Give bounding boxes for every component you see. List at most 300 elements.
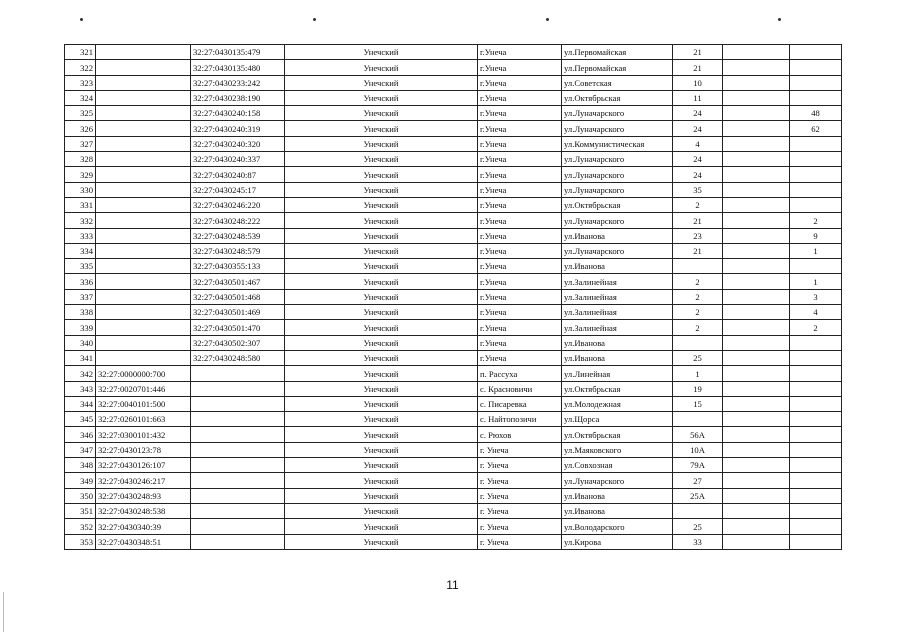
cadastral-number-alt-cell (191, 396, 285, 411)
row-number-cell: 352 (65, 519, 96, 534)
empty-cell (723, 320, 790, 335)
empty-cell (723, 473, 790, 488)
empty-cell (723, 228, 790, 243)
settlement-cell: п. Рассуха (478, 366, 562, 381)
street-cell: ул.Иванова (562, 228, 673, 243)
municipality-cell: Унечский (285, 60, 478, 75)
settlement-cell: г.Унеча (478, 90, 562, 105)
street-cell: ул.Иванова (562, 335, 673, 350)
empty-cell (723, 350, 790, 365)
settlement-cell: г.Унеча (478, 60, 562, 75)
cadastral-number-cell (96, 243, 191, 258)
apartment-number-cell: 4 (790, 305, 842, 320)
scan-edge (3, 592, 4, 632)
apartment-number-cell (790, 335, 842, 350)
settlement-cell: г.Унеча (478, 213, 562, 228)
apartment-number-cell (790, 152, 842, 167)
apartment-number-cell (790, 396, 842, 411)
table-row (65, 60, 842, 75)
empty-cell (723, 243, 790, 258)
street-cell: ул.Иванова (562, 503, 673, 518)
row-number-cell: 338 (65, 305, 96, 320)
street-cell: ул.Луначарского (562, 473, 673, 488)
cadastral-number-cell: 32:27:0430340:39 (96, 519, 191, 534)
street-cell: ул.Луначарского (562, 213, 673, 228)
empty-cell (723, 259, 790, 274)
row-number-cell: 321 (65, 45, 96, 60)
cadastral-number-alt-cell (191, 488, 285, 503)
cadastral-number-cell (96, 213, 191, 228)
cadastral-number-alt-cell: 32:27:0430240:158 (191, 106, 285, 121)
empty-cell (723, 75, 790, 90)
table-row (65, 106, 842, 121)
apartment-number-cell (790, 534, 842, 549)
settlement-cell: г. Унеча (478, 534, 562, 549)
settlement-cell: с. Рюхов (478, 427, 562, 442)
street-cell: ул.Залинейная (562, 320, 673, 335)
empty-cell (723, 106, 790, 121)
scan-mark (80, 18, 83, 21)
cadastral-number-alt-cell: 32:27:0430240:319 (191, 121, 285, 136)
table-row (65, 228, 842, 243)
table-row (65, 305, 842, 320)
row-number-cell: 343 (65, 381, 96, 396)
table-row (65, 274, 842, 289)
row-number-cell: 345 (65, 412, 96, 427)
cadastral-number-cell (96, 75, 191, 90)
apartment-number-cell (790, 45, 842, 60)
apartment-number-cell (790, 350, 842, 365)
cadastral-number-cell: 32:27:0000000:700 (96, 366, 191, 381)
cadastral-number-alt-cell: 32:27:0430248:222 (191, 213, 285, 228)
settlement-cell: г.Унеча (478, 305, 562, 320)
cadastral-number-cell (96, 152, 191, 167)
settlement-cell: г. Унеча (478, 458, 562, 473)
apartment-number-cell: 2 (790, 320, 842, 335)
cadastral-number-cell (96, 335, 191, 350)
table-row (65, 182, 842, 197)
apartment-number-cell (790, 90, 842, 105)
street-cell: ул.Луначарского (562, 243, 673, 258)
apartment-number-cell: 1 (790, 274, 842, 289)
apartment-number-cell: 48 (790, 106, 842, 121)
row-number-cell: 335 (65, 259, 96, 274)
cadastral-number-cell (96, 106, 191, 121)
cadastral-number-alt-cell (191, 458, 285, 473)
street-cell: ул.Линейная (562, 366, 673, 381)
municipality-cell: Унечский (285, 274, 478, 289)
cadastral-number-alt-cell (191, 381, 285, 396)
cadastral-number-alt-cell (191, 427, 285, 442)
row-number-cell: 349 (65, 473, 96, 488)
street-cell: ул.Залинейная (562, 305, 673, 320)
house-number-cell: 1 (673, 366, 723, 381)
table-row (65, 458, 842, 473)
empty-cell (723, 289, 790, 304)
apartment-number-cell (790, 197, 842, 212)
apartment-number-cell: 9 (790, 228, 842, 243)
table-row (65, 259, 842, 274)
row-number-cell: 332 (65, 213, 96, 228)
apartment-number-cell (790, 182, 842, 197)
cadastral-number-alt-cell: 32:27:0430238:190 (191, 90, 285, 105)
municipality-cell: Унечский (285, 90, 478, 105)
empty-cell (723, 167, 790, 182)
cadastral-number-alt-cell: 32:27:0430501:467 (191, 274, 285, 289)
house-number-cell: 15 (673, 396, 723, 411)
cadastral-number-cell: 32:27:0260101:663 (96, 412, 191, 427)
house-number-cell: 25 (673, 350, 723, 365)
municipality-cell: Унечский (285, 534, 478, 549)
cadastral-number-alt-cell (191, 519, 285, 534)
empty-cell (723, 381, 790, 396)
house-number-cell: 24 (673, 167, 723, 182)
house-number-cell: 2 (673, 320, 723, 335)
empty-cell (723, 534, 790, 549)
cadastral-number-alt-cell: 32:27:0430248:580 (191, 350, 285, 365)
row-number-cell: 350 (65, 488, 96, 503)
cadastral-number-cell (96, 228, 191, 243)
table-row (65, 427, 842, 442)
cadastral-number-cell (96, 136, 191, 151)
cadastral-number-alt-cell: 32:27:0430240:87 (191, 167, 285, 182)
table-row (65, 213, 842, 228)
page-number: 11 (446, 578, 459, 592)
cadastral-number-alt-cell (191, 366, 285, 381)
cadastral-number-cell: 32:27:0430123:78 (96, 442, 191, 457)
house-number-cell: 21 (673, 243, 723, 258)
settlement-cell: г.Унеча (478, 182, 562, 197)
empty-cell (723, 412, 790, 427)
house-number-cell (673, 335, 723, 350)
street-cell: ул.Луначарского (562, 121, 673, 136)
apartment-number-cell: 3 (790, 289, 842, 304)
row-number-cell: 344 (65, 396, 96, 411)
apartment-number-cell (790, 519, 842, 534)
apartment-number-cell: 62 (790, 121, 842, 136)
street-cell: ул.Советская (562, 75, 673, 90)
house-number-cell: 27 (673, 473, 723, 488)
cadastral-number-alt-cell (191, 534, 285, 549)
row-number-cell: 351 (65, 503, 96, 518)
table-row (65, 381, 842, 396)
settlement-cell: г.Унеча (478, 167, 562, 182)
cadastral-number-alt-cell (191, 412, 285, 427)
cadastral-number-alt-cell: 32:27:0430135:479 (191, 45, 285, 60)
row-number-cell: 329 (65, 167, 96, 182)
empty-cell (723, 121, 790, 136)
municipality-cell: Унечский (285, 182, 478, 197)
table-row (65, 335, 842, 350)
house-number-cell: 79А (673, 458, 723, 473)
row-number-cell: 337 (65, 289, 96, 304)
settlement-cell: г.Унеча (478, 136, 562, 151)
cadastral-number-alt-cell (191, 442, 285, 457)
row-number-cell: 331 (65, 197, 96, 212)
house-number-cell: 21 (673, 213, 723, 228)
house-number-cell: 21 (673, 60, 723, 75)
cadastral-number-alt-cell: 32:27:0430248:579 (191, 243, 285, 258)
municipality-cell: Унечский (285, 396, 478, 411)
cadastral-number-cell (96, 289, 191, 304)
cadastral-number-cell (96, 259, 191, 274)
empty-cell (723, 458, 790, 473)
empty-cell (723, 396, 790, 411)
settlement-cell: г. Унеча (478, 473, 562, 488)
apartment-number-cell (790, 488, 842, 503)
municipality-cell: Унечский (285, 213, 478, 228)
municipality-cell: Унечский (285, 121, 478, 136)
row-number-cell: 339 (65, 320, 96, 335)
settlement-cell: г.Унеча (478, 274, 562, 289)
municipality-cell: Унечский (285, 320, 478, 335)
cadastral-number-cell (96, 121, 191, 136)
settlement-cell: г. Унеча (478, 488, 562, 503)
street-cell: ул.Маяковского (562, 442, 673, 457)
municipality-cell: Унечский (285, 519, 478, 534)
apartment-number-cell: 2 (790, 213, 842, 228)
municipality-cell: Унечский (285, 381, 478, 396)
settlement-cell: г.Унеча (478, 289, 562, 304)
empty-cell (723, 442, 790, 457)
house-number-cell: 2 (673, 197, 723, 212)
street-cell: ул.Кирова (562, 534, 673, 549)
row-number-cell: 325 (65, 106, 96, 121)
settlement-cell: г.Унеча (478, 259, 562, 274)
municipality-cell: Унечский (285, 228, 478, 243)
cadastral-number-alt-cell: 32:27:0430501:468 (191, 289, 285, 304)
street-cell: ул.Совхозная (562, 458, 673, 473)
apartment-number-cell (790, 167, 842, 182)
apartment-number-cell (790, 427, 842, 442)
row-number-cell: 342 (65, 366, 96, 381)
cadastral-number-alt-cell: 32:27:0430501:469 (191, 305, 285, 320)
cadastral-number-cell: 32:27:0430248:538 (96, 503, 191, 518)
house-number-cell (673, 259, 723, 274)
empty-cell (723, 90, 790, 105)
house-number-cell: 33 (673, 534, 723, 549)
empty-cell (723, 519, 790, 534)
settlement-cell: г.Унеча (478, 45, 562, 60)
row-number-cell: 347 (65, 442, 96, 457)
row-number-cell: 330 (65, 182, 96, 197)
row-number-cell: 346 (65, 427, 96, 442)
empty-cell (723, 274, 790, 289)
street-cell: ул.Коммунистическая (562, 136, 673, 151)
cadastral-number-cell (96, 60, 191, 75)
house-number-cell: 10 (673, 75, 723, 90)
empty-cell (723, 45, 790, 60)
apartment-number-cell (790, 473, 842, 488)
cadastral-number-cell (96, 350, 191, 365)
house-number-cell: 24 (673, 152, 723, 167)
cadastral-number-cell (96, 167, 191, 182)
empty-cell (723, 182, 790, 197)
municipality-cell: Унечский (285, 366, 478, 381)
house-number-cell: 23 (673, 228, 723, 243)
municipality-cell: Унечский (285, 488, 478, 503)
municipality-cell: Унечский (285, 412, 478, 427)
row-number-cell: 336 (65, 274, 96, 289)
street-cell: ул.Первомайская (562, 60, 673, 75)
table-row (65, 121, 842, 136)
settlement-cell: г.Унеча (478, 243, 562, 258)
settlement-cell: г.Унеча (478, 197, 562, 212)
street-cell: ул.Залинейная (562, 289, 673, 304)
row-number-cell: 340 (65, 335, 96, 350)
row-number-cell: 328 (65, 152, 96, 167)
cadastral-number-cell (96, 45, 191, 60)
cadastral-number-cell: 32:27:0430126:107 (96, 458, 191, 473)
cadastral-number-cell (96, 274, 191, 289)
house-number-cell: 21 (673, 45, 723, 60)
row-number-cell: 326 (65, 121, 96, 136)
street-cell: ул.Луначарского (562, 106, 673, 121)
municipality-cell: Унечский (285, 442, 478, 457)
house-number-cell: 2 (673, 274, 723, 289)
cadastral-number-cell (96, 320, 191, 335)
house-number-cell: 35 (673, 182, 723, 197)
row-number-cell: 341 (65, 350, 96, 365)
apartment-number-cell (790, 259, 842, 274)
empty-cell (723, 335, 790, 350)
cadastral-number-cell (96, 182, 191, 197)
row-number-cell: 327 (65, 136, 96, 151)
street-cell: ул.Иванова (562, 350, 673, 365)
cadastral-number-alt-cell: 32:27:0430240:337 (191, 152, 285, 167)
house-number-cell: 2 (673, 305, 723, 320)
cadastral-number-cell (96, 90, 191, 105)
empty-cell (723, 197, 790, 212)
table-row (65, 473, 842, 488)
empty-cell (723, 503, 790, 518)
cadastral-number-alt-cell (191, 473, 285, 488)
settlement-cell: г.Унеча (478, 335, 562, 350)
settlement-cell: г. Унеча (478, 442, 562, 457)
house-number-cell: 10А (673, 442, 723, 457)
apartment-number-cell (790, 458, 842, 473)
empty-cell (723, 488, 790, 503)
cadastral-number-alt-cell: 32:27:0430246:220 (191, 197, 285, 212)
apartment-number-cell (790, 381, 842, 396)
municipality-cell: Унечский (285, 289, 478, 304)
municipality-cell: Унечский (285, 167, 478, 182)
street-cell: ул.Октябрьская (562, 90, 673, 105)
street-cell: ул.Луначарского (562, 182, 673, 197)
table-row (65, 136, 842, 151)
table-row (65, 503, 842, 518)
table-body (65, 45, 842, 550)
cadastral-number-cell: 32:27:0430248:93 (96, 488, 191, 503)
municipality-cell: Унечский (285, 458, 478, 473)
cadastral-number-alt-cell: 32:27:0430248:539 (191, 228, 285, 243)
table-row (65, 396, 842, 411)
row-number-cell: 323 (65, 75, 96, 90)
cadastral-number-alt-cell (191, 503, 285, 518)
house-number-cell: 25 (673, 519, 723, 534)
table-row (65, 289, 842, 304)
settlement-cell: с. Красновичи (478, 381, 562, 396)
municipality-cell: Унечский (285, 197, 478, 212)
street-cell: ул.Луначарского (562, 167, 673, 182)
settlement-cell: г.Унеча (478, 152, 562, 167)
cadastral-number-cell (96, 197, 191, 212)
municipality-cell: Унечский (285, 473, 478, 488)
table-row (65, 412, 842, 427)
empty-cell (723, 366, 790, 381)
street-cell: ул.Октябрьская (562, 381, 673, 396)
table-row (65, 519, 842, 534)
apartment-number-cell (790, 136, 842, 151)
street-cell: ул.Молодежная (562, 396, 673, 411)
settlement-cell: г.Унеча (478, 75, 562, 90)
table-row (65, 152, 842, 167)
house-number-cell: 2 (673, 289, 723, 304)
property-register-table (64, 44, 842, 550)
cadastral-number-alt-cell: 32:27:0430355:133 (191, 259, 285, 274)
empty-cell (723, 427, 790, 442)
cadastral-number-cell: 32:27:0020701:446 (96, 381, 191, 396)
settlement-cell: г. Унеча (478, 519, 562, 534)
settlement-cell: г.Унеча (478, 350, 562, 365)
scan-mark (546, 18, 549, 21)
cadastral-number-alt-cell: 32:27:0430502:307 (191, 335, 285, 350)
municipality-cell: Унечский (285, 106, 478, 121)
house-number-cell: 25А (673, 488, 723, 503)
empty-cell (723, 213, 790, 228)
cadastral-number-alt-cell: 32:27:0430135:480 (191, 60, 285, 75)
municipality-cell: Унечский (285, 335, 478, 350)
table-row (65, 534, 842, 549)
table-row (65, 167, 842, 182)
house-number-cell: 4 (673, 136, 723, 151)
municipality-cell: Унечский (285, 503, 478, 518)
cadastral-number-cell: 32:27:0430348:51 (96, 534, 191, 549)
municipality-cell: Унечский (285, 136, 478, 151)
table-row (65, 197, 842, 212)
municipality-cell: Унечский (285, 427, 478, 442)
empty-cell (723, 60, 790, 75)
cadastral-number-cell: 32:27:0430246:217 (96, 473, 191, 488)
house-number-cell: 24 (673, 106, 723, 121)
empty-cell (723, 136, 790, 151)
municipality-cell: Унечский (285, 259, 478, 274)
cadastral-number-cell: 32:27:0300101:432 (96, 427, 191, 442)
municipality-cell: Унечский (285, 45, 478, 60)
street-cell: ул.Щорса (562, 412, 673, 427)
apartment-number-cell (790, 412, 842, 427)
settlement-cell: г. Унеча (478, 503, 562, 518)
settlement-cell: г.Унеча (478, 106, 562, 121)
apartment-number-cell (790, 366, 842, 381)
scan-mark (313, 18, 316, 21)
cadastral-number-alt-cell: 32:27:0430245:17 (191, 182, 285, 197)
street-cell: ул.Первомайская (562, 45, 673, 60)
street-cell: ул.Октябрьская (562, 197, 673, 212)
street-cell: ул.Октябрьская (562, 427, 673, 442)
house-number-cell (673, 503, 723, 518)
settlement-cell: г.Унеча (478, 320, 562, 335)
row-number-cell: 348 (65, 458, 96, 473)
table-row (65, 90, 842, 105)
row-number-cell: 333 (65, 228, 96, 243)
municipality-cell: Унечский (285, 243, 478, 258)
apartment-number-cell (790, 442, 842, 457)
street-cell: ул.Иванова (562, 488, 673, 503)
street-cell: ул.Иванова (562, 259, 673, 274)
settlement-cell: с. Писаревка (478, 396, 562, 411)
apartment-number-cell (790, 75, 842, 90)
